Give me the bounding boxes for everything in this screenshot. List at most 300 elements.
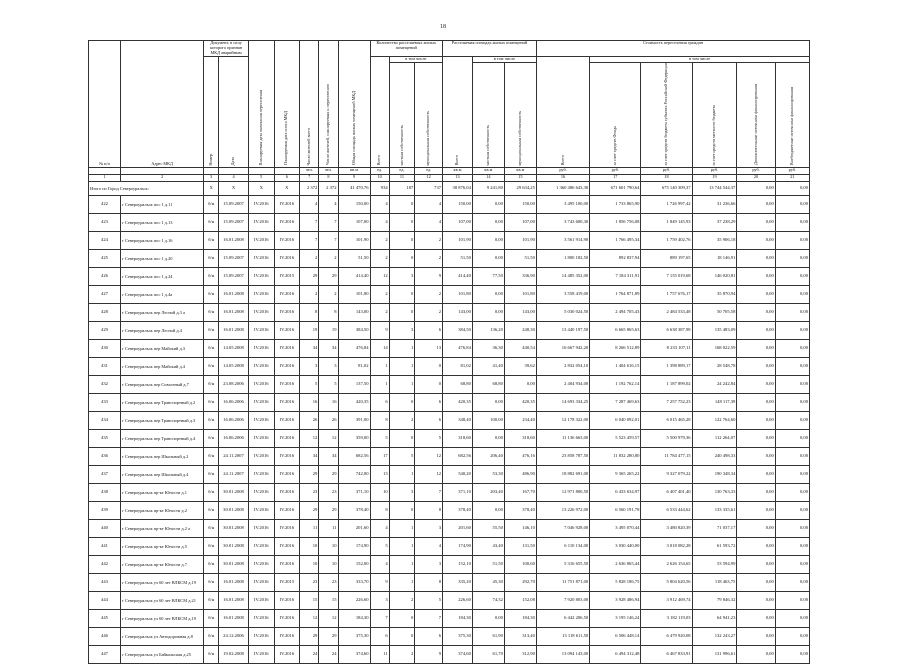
column-number-cell: 12 <box>415 174 443 181</box>
row-demolition-date: IV.2016 <box>274 555 300 573</box>
header-num: № п/п <box>89 41 121 168</box>
row-doc-number: б/н <box>204 627 219 645</box>
row-people-count: 23 <box>300 483 319 501</box>
row-area-private: 0,00 <box>472 285 504 303</box>
total-cell: 0,00 <box>775 181 809 195</box>
row-people-planned: 5 <box>319 375 338 393</box>
row-rooms-municipal: 2 <box>415 303 443 321</box>
column-number-cell: 2 <box>120 174 203 181</box>
row-cost-local: 31 236,66 <box>692 195 737 213</box>
row-doc-date: 24.11.2007 <box>219 447 249 465</box>
unit-cell: чел. <box>300 167 319 174</box>
row-cost-region: 1 398 889,17 <box>641 357 692 375</box>
row-doc-date: 30.01.2008 <box>219 537 249 555</box>
header-planned-demolition: Планируемая дата сноса МКД <box>274 41 300 168</box>
row-area-total: 143,00 <box>338 303 370 321</box>
row-cost-total: 7 920 803,00 <box>536 591 589 609</box>
row-demolition-date: IV.2016 <box>274 375 300 393</box>
row-doc-number: б/н <box>204 483 219 501</box>
row-rooms-total: 8 <box>370 501 389 519</box>
row-area-municipal: 234,40 <box>504 411 536 429</box>
header-cost-extra: Дополнительные источники финансирования <box>737 62 775 167</box>
row-rooms-total: 9 <box>370 573 389 591</box>
row-relocation-date: IV.2016 <box>248 213 274 231</box>
row-cost-extra2: 0,00 <box>775 501 809 519</box>
row-relocation-date: IV.2016 <box>248 519 274 537</box>
row-cost-local: 50 705,58 <box>692 303 737 321</box>
row-area-municipal: 143,00 <box>504 303 536 321</box>
unit-cell: ед. <box>370 167 389 174</box>
row-cost-total: 7 046 928,00 <box>536 519 589 537</box>
row-doc-number: б/н <box>204 267 219 285</box>
row-cost-extra: 0,00 <box>737 609 775 627</box>
table-row <box>89 285 810 303</box>
row-demolition-date: IV.2016 <box>274 357 300 375</box>
header-rooms-group: Количество расселяемых жилых помещений <box>370 41 443 57</box>
row-cost-fund: 6 433 634,97 <box>590 483 641 501</box>
row-rooms-municipal: 4 <box>415 213 443 231</box>
row-relocation-date: IV.2016 <box>248 609 274 627</box>
row-doc-date: 23.08.2006 <box>219 375 249 393</box>
row-rooms-total: 4 <box>370 213 389 231</box>
row-doc-date: 30.01.2008 <box>219 555 249 573</box>
row-cost-extra2: 0,00 <box>775 285 809 303</box>
row-people-count: 11 <box>300 519 319 537</box>
row-doc-date: 19.02.2008 <box>219 645 249 663</box>
row-demolition-date: IV.2016 <box>274 483 300 501</box>
row-area-total: 378,40 <box>338 501 370 519</box>
row-doc-date: 16.01.2008 <box>219 321 249 339</box>
row-cost-extra: 0,00 <box>737 321 775 339</box>
row-rooms-municipal: 7 <box>415 483 443 501</box>
row-rooms-private: 3 <box>389 267 415 285</box>
row-area-total: 51,50 <box>338 249 370 267</box>
row-area-all: 318,60 <box>443 429 473 447</box>
row-area-private: 136,20 <box>472 321 504 339</box>
row-cost-region: 6 015 465,28 <box>641 411 692 429</box>
row-area-all: 201,60 <box>443 519 473 537</box>
row-area-municipal: 336,90 <box>504 267 536 285</box>
row-rooms-municipal: 6 <box>415 393 443 411</box>
header-doc-group: Документ, в силу которого признан МКД аварийным <box>204 41 249 57</box>
row-number: 424 <box>89 231 121 249</box>
row-area-private: 74,32 <box>472 591 504 609</box>
row-address: г Североуральск ул 60 лет ВЛКСМ д.21 <box>120 591 203 609</box>
row-cost-region: 1 757 676,17 <box>641 285 692 303</box>
row-area-private: 41,40 <box>472 357 504 375</box>
row-cost-extra2: 0,00 <box>775 267 809 285</box>
row-cost-region: 11 784 477,15 <box>641 447 692 465</box>
row-area-all: 184,30 <box>443 609 473 627</box>
row-rooms-municipal: 3 <box>415 519 443 537</box>
row-cost-extra2: 0,00 <box>775 573 809 591</box>
column-number-cell: 1 <box>89 174 121 181</box>
row-area-private: 0,00 <box>472 195 504 213</box>
row-area-municipal: 152,08 <box>504 591 536 609</box>
row-relocation-date: IV.2016 <box>248 339 274 357</box>
row-doc-number: б/н <box>204 249 219 267</box>
row-cost-local: 35 906,18 <box>692 231 737 249</box>
row-cost-fund: 1 764 871,89 <box>590 285 641 303</box>
row-people-planned: 10 <box>319 537 338 555</box>
row-area-private: 100,00 <box>472 411 504 429</box>
row-cost-extra: 0,00 <box>737 303 775 321</box>
row-doc-date: 16.01.2008 <box>219 609 249 627</box>
row-doc-date: 24.12.2006 <box>219 627 249 645</box>
row-people-planned: 10 <box>319 555 338 573</box>
row-cost-fund: 6 040 092,01 <box>590 411 641 429</box>
row-address: г Североуральск пер Школьный д.4 <box>120 465 203 483</box>
row-people-planned: 7 <box>319 231 338 249</box>
row-relocation-date: IV.2016 <box>248 645 274 663</box>
row-area-municipal: 486,90 <box>504 465 536 483</box>
row-area-private: 0,00 <box>472 501 504 519</box>
row-area-total: 375,30 <box>338 627 370 645</box>
row-cost-extra2: 0,00 <box>775 195 809 213</box>
row-relocation-date: IV.2016 <box>248 231 274 249</box>
row-area-private: 0,00 <box>472 231 504 249</box>
column-number-cell: 14 <box>472 174 504 181</box>
row-doc-number: б/н <box>204 375 219 393</box>
row-people-planned: 23 <box>319 573 338 591</box>
header-area-incl: в том числе <box>472 56 536 62</box>
row-cost-region: 3 018 082,28 <box>641 537 692 555</box>
row-area-municipal: 292,70 <box>504 573 536 591</box>
row-relocation-date: IV.2016 <box>248 555 274 573</box>
row-rooms-municipal: 3 <box>415 555 443 573</box>
row-people-planned: 29 <box>319 267 338 285</box>
row-cost-fund: 1 404 616,15 <box>590 357 641 375</box>
row-address: г Североуральск пер Лесной д.4 <box>120 321 203 339</box>
row-doc-number: б/н <box>204 303 219 321</box>
row-rooms-private: 1 <box>389 537 415 555</box>
row-people-count: 15 <box>300 591 319 609</box>
row-demolition-date: IV.2016 <box>274 249 300 267</box>
row-cost-total: 2 832 054,10 <box>536 357 589 375</box>
row-relocation-date: IV.2016 <box>248 375 274 393</box>
row-rooms-private: 1 <box>389 375 415 393</box>
table-row <box>89 447 810 465</box>
row-cost-region: 3 182 119,03 <box>641 609 692 627</box>
total-cell: 671 601 790,64 <box>590 181 641 195</box>
row-cost-region: 2 484 533,48 <box>641 303 692 321</box>
row-area-total: 101,80 <box>338 285 370 303</box>
row-rooms-municipal: 9 <box>415 645 443 663</box>
row-cost-extra: 0,00 <box>737 537 775 555</box>
row-area-all: 375,30 <box>443 627 473 645</box>
row-area-private: 206,40 <box>472 447 504 465</box>
header-cost-extra2: Внебюджетные источники финансирования <box>775 62 809 167</box>
row-rooms-total: 5 <box>370 537 389 555</box>
total-cell: 38 876,04 <box>443 181 473 195</box>
row-cost-total: 1 800 182,50 <box>536 249 589 267</box>
row-people-planned: 24 <box>319 645 338 663</box>
row-area-municipal: 313,40 <box>504 627 536 645</box>
unit-cell <box>89 167 121 174</box>
row-area-all: 101,80 <box>443 285 473 303</box>
unit-cell: ед. <box>389 167 415 174</box>
row-cost-local: 146 020,81 <box>692 267 737 285</box>
row-rooms-private: 1 <box>389 555 415 573</box>
table-row <box>89 627 810 645</box>
header-doc-num: Номер <box>204 56 219 167</box>
row-area-all: 414,40 <box>443 267 473 285</box>
row-people-planned: 2 <box>319 249 338 267</box>
row-area-all: 420,35 <box>443 393 473 411</box>
column-number-cell: 20 <box>737 174 775 181</box>
row-people-planned: 23 <box>319 483 338 501</box>
row-area-all: 476,84 <box>443 339 473 357</box>
row-cost-extra2: 0,00 <box>775 339 809 357</box>
column-number-cell: 7 <box>300 174 319 181</box>
row-cost-extra: 0,00 <box>737 339 775 357</box>
row-cost-region: 6 467 833,91 <box>641 645 692 663</box>
row-number: 428 <box>89 303 121 321</box>
row-address: г Североуральск ул 60 лет ВЛКСМ д.19 <box>120 573 203 591</box>
row-number: 440 <box>89 519 121 537</box>
column-number-cell: 18 <box>641 174 692 181</box>
row-doc-number: б/н <box>204 537 219 555</box>
row-area-municipal: 0,00 <box>504 375 536 393</box>
row-cost-extra: 0,00 <box>737 411 775 429</box>
row-cost-total: 13 440 197,50 <box>536 321 589 339</box>
table-row <box>89 501 810 519</box>
row-rooms-municipal: 12 <box>415 465 443 483</box>
row-relocation-date: IV.2016 <box>248 429 274 447</box>
row-rooms-private: 1 <box>389 519 415 537</box>
table-row <box>89 429 810 447</box>
row-number: 443 <box>89 573 121 591</box>
row-doc-number: б/н <box>204 285 219 303</box>
row-people-count: 29 <box>300 267 319 285</box>
row-demolition-date: IV.2016 <box>274 213 300 231</box>
row-rooms-municipal: 7 <box>415 609 443 627</box>
total-row <box>89 181 810 195</box>
table-row <box>89 645 810 663</box>
row-people-count: 7 <box>300 231 319 249</box>
row-people-count: 12 <box>300 429 319 447</box>
row-address: г Североуральск пер Школьный д.2 <box>120 447 203 465</box>
row-cost-extra2: 0,00 <box>775 303 809 321</box>
row-area-municipal: 167,70 <box>504 483 536 501</box>
row-number: 430 <box>89 339 121 357</box>
row-cost-fund: 1 192 762,14 <box>590 375 641 393</box>
row-rooms-private: 1 <box>389 357 415 375</box>
header-area-total: Общая площадь жилых помещений МКД <box>338 41 370 168</box>
row-rooms-private: 2 <box>389 411 415 429</box>
row-people-planned: 34 <box>319 447 338 465</box>
row-demolition-date: IV.2016 <box>274 519 300 537</box>
table-row <box>89 339 810 357</box>
row-address: г Североуральск пер Транспортный д.3 <box>120 411 203 429</box>
row-cost-extra: 0,00 <box>737 285 775 303</box>
row-people-planned: 26 <box>319 411 338 429</box>
row-cost-total: 3 558 419,00 <box>536 285 589 303</box>
row-cost-extra2: 0,00 <box>775 375 809 393</box>
row-cost-extra2: 0,00 <box>775 429 809 447</box>
unit-cell: кв.м <box>504 167 536 174</box>
row-area-private: 0,00 <box>472 609 504 627</box>
row-rooms-total: 7 <box>370 609 389 627</box>
table-row <box>89 303 810 321</box>
total-cell: 29 634,25 <box>504 181 536 195</box>
row-number: 436 <box>89 447 121 465</box>
row-number: 433 <box>89 393 121 411</box>
row-area-municipal: 248,30 <box>504 321 536 339</box>
row-cost-extra: 0,00 <box>737 393 775 411</box>
row-area-total: 184,30 <box>338 609 370 627</box>
row-doc-number: б/н <box>204 573 219 591</box>
row-cost-total: 13 118 611,50 <box>536 627 589 645</box>
row-rooms-total: 13 <box>370 465 389 483</box>
row-area-municipal: 100,60 <box>504 555 536 573</box>
row-cost-local: 53 594,99 <box>692 555 737 573</box>
row-area-total: 414,40 <box>338 267 370 285</box>
total-cell: 9 241,80 <box>472 181 504 195</box>
row-cost-total: 6 110 134,00 <box>536 537 589 555</box>
row-people-planned: 4 <box>319 195 338 213</box>
row-area-total: 682,56 <box>338 447 370 465</box>
row-doc-date: 15.09.2007 <box>219 195 249 213</box>
row-area-total: 107,00 <box>338 213 370 231</box>
row-address: г Североуральск ул 60 лет ВЛКСМ д.19 <box>120 609 203 627</box>
row-number: 427 <box>89 285 121 303</box>
row-cost-local: 168 022,59 <box>692 339 737 357</box>
row-cost-region: 5 804 620,56 <box>641 573 692 591</box>
total-cell: 2 372 <box>300 181 319 195</box>
row-rooms-total: 6 <box>370 627 389 645</box>
row-cost-region: 2 626 154,65 <box>641 555 692 573</box>
header-cost-fund: за счет средств Фонда <box>590 62 641 167</box>
row-area-total: 420,35 <box>338 393 370 411</box>
row-cost-region: 5 500 979,36 <box>641 429 692 447</box>
row-number: 431 <box>89 357 121 375</box>
row-address: г Североуральск пос 1 д.24 <box>120 267 203 285</box>
header-area-all: Всего <box>443 56 473 167</box>
resettlement-table <box>88 40 810 664</box>
row-cost-total: 18 882 691,00 <box>536 465 589 483</box>
row-number: 446 <box>89 627 121 645</box>
row-area-municipal: 101,80 <box>504 285 536 303</box>
total-cell: X <box>248 181 274 195</box>
row-people-count: 34 <box>300 447 319 465</box>
row-cost-extra: 0,00 <box>737 249 775 267</box>
row-area-private: 0,00 <box>472 303 504 321</box>
row-people-count: 23 <box>300 573 319 591</box>
row-relocation-date: IV.2016 <box>248 483 274 501</box>
row-demolition-date: IV.2016 <box>274 393 300 411</box>
row-number: 435 <box>89 429 121 447</box>
column-number-cell: 8 <box>319 174 338 181</box>
row-rooms-municipal: 0 <box>415 357 443 375</box>
row-rooms-municipal: 5 <box>415 591 443 609</box>
row-area-all: 81,02 <box>443 357 473 375</box>
row-address: г Североуральск пр-кт Юности д.1 <box>120 483 203 501</box>
row-rooms-municipal: 6 <box>415 411 443 429</box>
row-people-count: 29 <box>300 501 319 519</box>
row-cost-extra: 0,00 <box>737 429 775 447</box>
row-rooms-municipal: 5 <box>415 429 443 447</box>
row-area-total: 384,50 <box>338 321 370 339</box>
row-demolition-date: IV.2016 <box>274 321 300 339</box>
row-area-municipal: 131,50 <box>504 537 536 555</box>
row-doc-number: б/н <box>204 393 219 411</box>
header-cost-region: за счет средств бюджета субъекта Российской Федерации <box>641 62 692 167</box>
row-rooms-total: 14 <box>370 339 389 357</box>
row-rooms-total: 1 <box>370 357 389 375</box>
header-doc-date: Дата <box>219 56 249 167</box>
row-area-all: 101,90 <box>443 231 473 249</box>
row-people-planned: 16 <box>319 393 338 411</box>
row-cost-region: 889 197,65 <box>641 249 692 267</box>
unit-cell: руб. <box>775 167 809 174</box>
row-cost-fund: 6 506 448,14 <box>590 627 641 645</box>
row-area-municipal: 150,00 <box>504 195 536 213</box>
row-address: г Североуральск пос 1 д.16 <box>120 231 203 249</box>
row-area-total: 226,60 <box>338 591 370 609</box>
row-area-private: 55,50 <box>472 519 504 537</box>
row-cost-extra: 0,00 <box>737 627 775 645</box>
row-address: г Североуральск пер Транспортный д.4 <box>120 429 203 447</box>
row-rooms-total: 2 <box>370 231 389 249</box>
row-cost-total: 3 495 100,00 <box>536 195 589 213</box>
row-cost-fund: 9 365 265,22 <box>590 465 641 483</box>
row-area-all: 226,60 <box>443 591 473 609</box>
column-numbers-row <box>89 174 810 181</box>
row-rooms-total: 17 <box>370 447 389 465</box>
row-cost-fund: 3 928 486,94 <box>590 591 641 609</box>
row-area-total: 152,00 <box>338 555 370 573</box>
total-label: Итого по Город Североуральск: <box>89 181 204 195</box>
row-people-count: 2 <box>300 249 319 267</box>
table-row <box>89 249 810 267</box>
column-number-cell: 4 <box>219 174 249 181</box>
row-relocation-date: IV.2016 <box>248 303 274 321</box>
row-cost-extra: 0,00 <box>737 447 775 465</box>
row-number: 444 <box>89 591 121 609</box>
row-area-private: 36,30 <box>472 339 504 357</box>
row-area-private: 0,00 <box>472 393 504 411</box>
row-area-total: 371,10 <box>338 483 370 501</box>
row-number: 441 <box>89 537 121 555</box>
row-cost-fund: 2 494 705,43 <box>590 303 641 321</box>
row-rooms-private: 0 <box>389 393 415 411</box>
row-demolition-date: IV.2016 <box>274 501 300 519</box>
header-address: Адрес МКД <box>120 41 203 168</box>
row-people-count: 5 <box>300 375 319 393</box>
total-cell: 934 <box>370 181 389 195</box>
row-relocation-date: IV.2016 <box>248 195 274 213</box>
table-row <box>89 483 810 501</box>
row-cost-local: 240 498,33 <box>692 447 737 465</box>
row-number: 445 <box>89 609 121 627</box>
row-cost-fund: 3 495 070,44 <box>590 519 641 537</box>
header-rooms-private: частная собственность <box>389 62 415 167</box>
row-people-count: 7 <box>300 213 319 231</box>
row-doc-number: б/н <box>204 321 219 339</box>
row-area-municipal: 318,60 <box>504 429 536 447</box>
row-relocation-date: IV.2016 <box>248 411 274 429</box>
row-cost-fund: 8 266 512,89 <box>590 339 641 357</box>
row-rooms-municipal: 9 <box>415 267 443 285</box>
row-cost-extra: 0,00 <box>737 501 775 519</box>
total-cell: 41 470,76 <box>338 181 370 195</box>
header-rooms-incl: в том числе <box>389 56 442 62</box>
row-area-total: 391,00 <box>338 411 370 429</box>
row-number: 425 <box>89 249 121 267</box>
row-cost-region: 6 479 920,08 <box>641 627 692 645</box>
row-area-private: 53,30 <box>472 465 504 483</box>
